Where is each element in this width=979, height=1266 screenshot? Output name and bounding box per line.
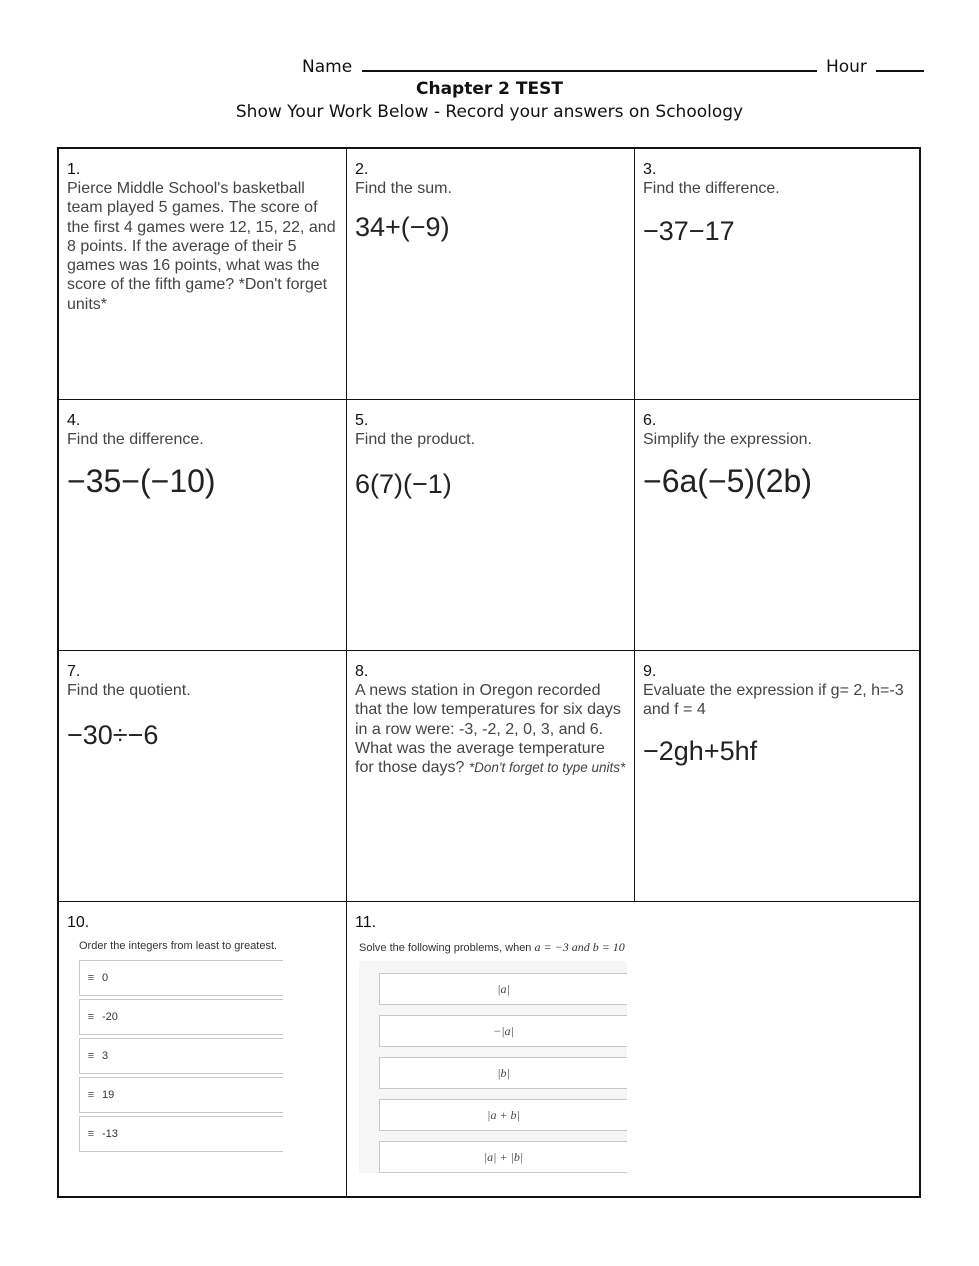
drag-handle-icon[interactable]: ≡ [87, 1011, 95, 1023]
problem-1 [59, 149, 347, 400]
drag-handle-icon[interactable]: ≡ [87, 1089, 95, 1101]
problem-prompt [355, 681, 626, 777]
ordering-item-value: 0 [102, 972, 109, 984]
problem-prompt: Find the difference. [643, 180, 780, 197]
absolute-value-item[interactable]: |a| [379, 973, 627, 1005]
problem-number: 10. [67, 914, 90, 931]
name-label: Name [302, 57, 353, 77]
absolute-value-condition: a = −3 and b = 10 [534, 940, 625, 954]
hour-label: Hour [825, 57, 867, 77]
problem-number: 6. [643, 412, 657, 429]
problem-6 [635, 400, 921, 651]
absolute-value-item[interactable]: |b| [379, 1057, 627, 1089]
problem-11 [347, 902, 921, 1198]
absolute-value-item[interactable]: |a + b| [379, 1099, 627, 1131]
problem-expression: 6(7)(−1) [355, 469, 452, 500]
problem-expression: −30÷−6 [67, 720, 159, 751]
ordering-item[interactable] [79, 1038, 283, 1074]
absolute-value-prompt-text: Solve the following problems, when [359, 942, 532, 954]
problem-expression: −35−(−10) [67, 463, 216, 500]
problem-prompt: Find the sum. [355, 180, 452, 197]
absolute-value-prompt [359, 940, 913, 955]
hour-blank [876, 56, 924, 72]
page-title: Chapter 2 TEST [416, 79, 563, 99]
ordering-item[interactable] [79, 1077, 283, 1113]
ordering-item[interactable] [79, 1116, 283, 1152]
problem-number: 4. [67, 412, 81, 429]
ordering-list [79, 960, 283, 1152]
problem-10 [59, 902, 347, 1198]
absolute-value-panel [359, 961, 627, 1173]
drag-handle-icon[interactable]: ≡ [87, 972, 95, 984]
problem-number: 2. [355, 161, 369, 178]
problem-prompt-text: A news station in Oregon recorded that the low temperatures for six days in a row were: -3, -2, 2, 0, 3, and 6. What was the average temperature for those days? [355, 682, 621, 777]
problem-number: 5. [355, 412, 369, 429]
problem-prompt: Find the product. [355, 431, 476, 448]
problem-3 [635, 149, 921, 400]
problem-4 [59, 400, 347, 651]
problem-number: 1. [67, 161, 81, 178]
page-subtitle: Show Your Work Below - Record your answers on Schoology [235, 102, 744, 122]
problem-prompt: Evaluate the expression if g= 2, h=-3 and f = 4 [643, 682, 904, 719]
problem-number: 3. [643, 161, 657, 178]
problem-grid [57, 147, 921, 1198]
drag-handle-icon[interactable]: ≡ [87, 1050, 95, 1062]
drag-handle-icon[interactable]: ≡ [87, 1128, 95, 1140]
problem-prompt: Find the difference. [67, 431, 204, 448]
problem-7 [59, 651, 347, 902]
problem-prompt: Pierce Middle School's basketball team played 5 games. The score of the first 4 games were 12, 15, 22, and 8 points. If the average of their 5 games was 16 points, what was the score of the fifth game? *Don't forget units* [67, 180, 336, 313]
problem-number: 9. [643, 663, 657, 680]
ordering-item[interactable] [79, 999, 283, 1035]
problem-number: 7. [67, 663, 81, 680]
problem-number: 8. [355, 663, 369, 680]
problem-8 [347, 651, 635, 902]
ordering-item-value: 19 [102, 1089, 115, 1101]
ordering-prompt: Order the integers from least to greatest. [79, 940, 278, 952]
name-blank [362, 56, 817, 72]
problem-expression: −37−17 [643, 216, 735, 247]
absolute-value-item[interactable]: −|a| [379, 1015, 627, 1047]
problem-expression: 34+(−9) [355, 212, 450, 243]
problem-9 [635, 651, 921, 902]
problem-expression: −2gh+5hf [643, 735, 758, 766]
ordering-item-value: -13 [102, 1128, 118, 1140]
ordering-item[interactable] [79, 960, 283, 996]
absolute-value-item[interactable]: |a| + |b| [379, 1141, 627, 1173]
name-hour-line [302, 56, 928, 77]
problem-expression: −6a(−5)(2b) [643, 463, 812, 500]
ordering-item-value: -20 [102, 1011, 118, 1023]
problem-5 [347, 400, 635, 651]
problem-note: *Don't forget to type units* [468, 760, 626, 776]
problem-number: 11. [355, 914, 377, 931]
problem-2 [347, 149, 635, 400]
problem-prompt: Find the quotient. [67, 682, 191, 699]
ordering-item-value: 3 [102, 1050, 109, 1062]
problem-prompt: Simplify the expression. [643, 431, 812, 448]
